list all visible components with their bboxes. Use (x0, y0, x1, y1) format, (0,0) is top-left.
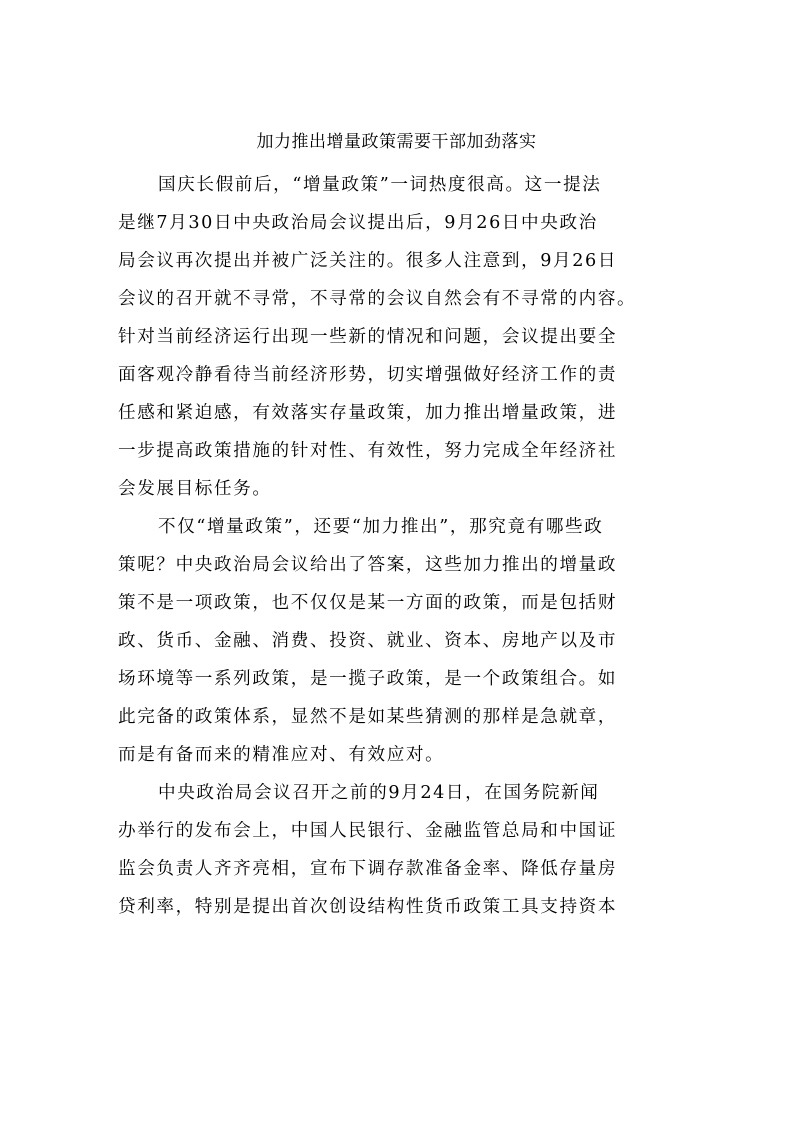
paragraph-2-line-3: 策不是一项政策，也不仅仅是某一方面的政策，而是包括财 (118, 593, 618, 613)
paragraph-1-line-1: 国庆长假前后，“增量政策”一词热度很高。这一提法 (158, 175, 602, 195)
paragraph-3-line-2: 办举行的发布会上，中国人民银行、金融监管总局和中国证 (118, 821, 618, 841)
paragraph-1-line-6: 面客观冷静看待当前经济形势，切实增强做好经济工作的责 (118, 365, 618, 385)
paragraph-2-line-1: 不仅“增量政策”，还要“加力推出”，那究竟有哪些政 (158, 517, 604, 537)
paragraph-1-line-9: 会发展目标任务。 (118, 479, 272, 499)
paragraph-1-line-8: 一步提高政策措施的针对性、有效性，努力完成全年经济社 (118, 441, 618, 461)
paragraph-1-line-3: 局会议再次提出并被广泛关注的。很多人注意到，9月26日 (118, 251, 618, 271)
paragraph-1-line-2: 是继7月30日中央政治局会议提出后，9月26日中央政治 (118, 213, 598, 233)
paragraph-2-line-4: 政、货币、金融、消费、投资、就业、资本、房地产以及市 (118, 631, 618, 651)
paragraph-3-line-3: 监会负责人齐齐亮相，宣布下调存款准备金率、降低存量房 (118, 859, 618, 879)
paragraph-3-line-1: 中央政治局会议召开之前的9月24日，在国务院新闻 (158, 783, 600, 803)
paragraph-2-line-2: 策呢？中央政治局会议给出了答案，这些加力推出的增量政 (118, 555, 618, 575)
paragraph-1-line-7: 任感和紧迫感，有效落实存量政策，加力推出增量政策，进 (118, 403, 618, 423)
paragraph-2-line-7: 而是有备而来的精准应对、有效应对。 (118, 745, 445, 765)
paragraph-1-line-4: 会议的召开就不寻常，不寻常的会议自然会有不寻常的内容。 (118, 289, 637, 309)
paragraph-2-line-5: 场环境等一系列政策，是一揽子政策，是一个政策组合。如 (118, 669, 618, 689)
paragraph-3-line-4: 贷利率，特别是提出首次创设结构性货币政策工具支持资本 (118, 897, 618, 917)
paragraph-1-line-5: 针对当前经济运行出现一些新的情况和问题，会议提出要全 (118, 327, 618, 347)
paragraph-2-line-6: 此完备的政策体系，显然不是如某些猜测的那样是急就章， (118, 707, 618, 727)
document-title: 加力推出增量政策需要干部加劲落实 (256, 132, 537, 152)
